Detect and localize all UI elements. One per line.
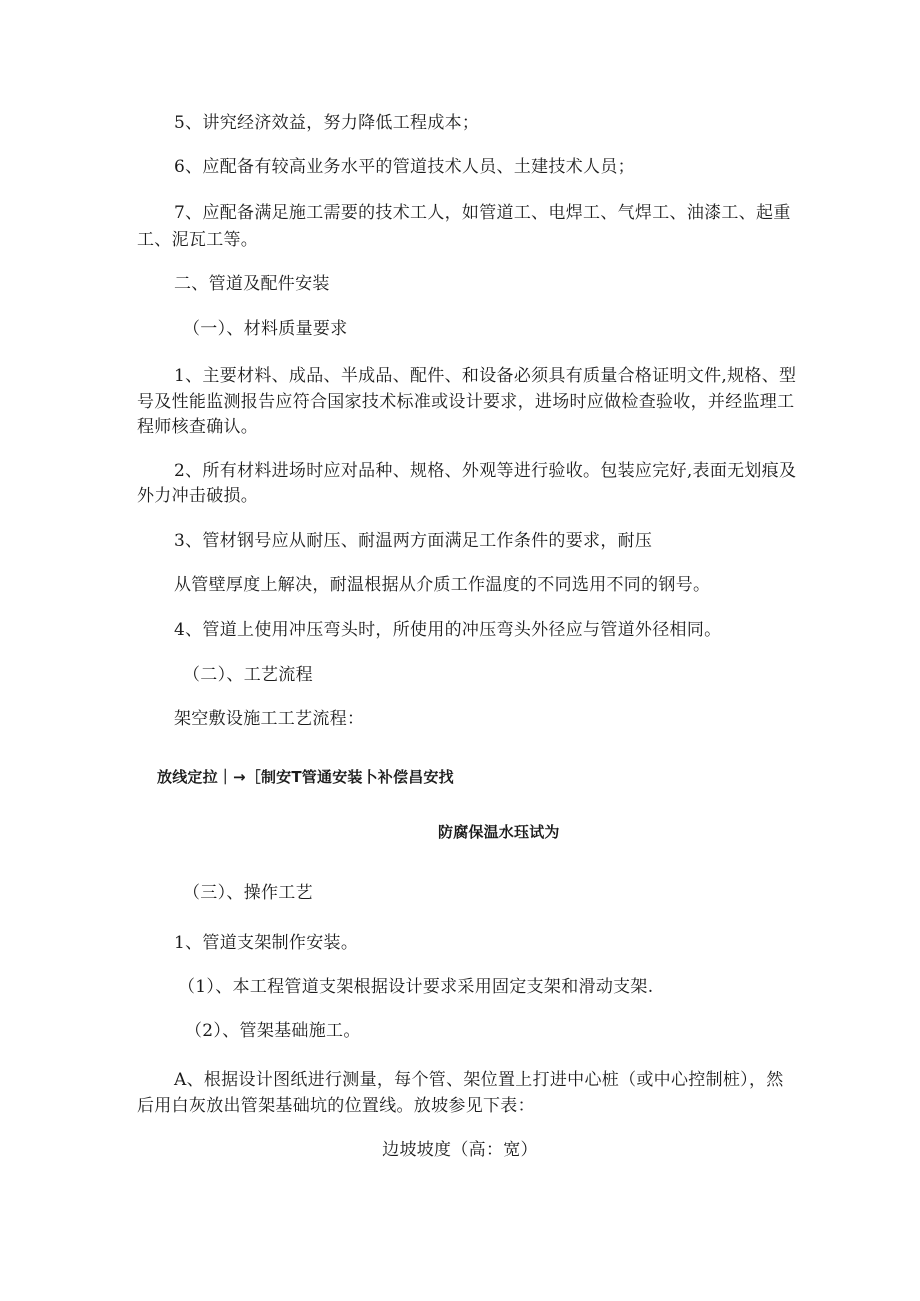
operation-item-1-1: （1）、本工程管道支架根据设计要求采用固定支架和滑动支架. bbox=[178, 977, 654, 997]
material-item-2-line2: 外力冲击破损。 bbox=[137, 486, 259, 506]
operation-item-1: 1、管道支架制作安装。 bbox=[174, 933, 359, 953]
paragraph-item-7-line2: 工、泥瓦工等。 bbox=[137, 230, 259, 250]
subsection-heading-material-quality: （一）、材料质量要求 bbox=[183, 319, 348, 339]
paragraph-item-6: 6、应配备有较高业务水平的管道技术人员、土建技术人员； bbox=[174, 157, 635, 177]
operation-item-A-line1: A、根据设计图纸进行测量，每个管、架位置上打进中心桩（或中心控制桩），然 bbox=[174, 1070, 784, 1090]
material-item-1-line1: 1、主要材料、成品、半成品、配件、和设备必须具有质量合格证明文件,规格、型 bbox=[174, 366, 797, 386]
table-caption: 边坡坡度（高：宽） bbox=[382, 1140, 538, 1160]
material-item-2-line1: 2、所有材料进场时应对品种、规格、外观等进行验收。包装应完好,表面无划痕及 bbox=[174, 461, 797, 481]
material-item-3-line1: 3、管材钢号应从耐压、耐温两方面满足工作条件的要求，耐压 bbox=[174, 531, 653, 551]
paragraph-item-5: 5、讲究经济效益，努力降低工程成本； bbox=[174, 113, 480, 133]
material-item-4: 4、管道上使用冲压弯头时，所使用的冲压弯头外径应与管道外径相同。 bbox=[174, 620, 722, 640]
process-flow-row-1: 放线定拉｜→［制安T管通安装卜补偿昌安找 bbox=[157, 768, 454, 786]
material-item-1-line2: 号及性能监测报告应符合国家技术标准或设计要求，进场时应做检查验收，并经监理工 bbox=[137, 392, 795, 412]
material-item-1-line3: 程师核查确认。 bbox=[137, 417, 259, 437]
subsection-heading-operation: （三）、操作工艺 bbox=[183, 883, 313, 903]
process-flow-row-2: 防腐保温水珏试为 bbox=[438, 823, 560, 841]
operation-item-A-line2: 后用白灰放出管架基础坑的位置线。放坡参见下表： bbox=[137, 1096, 535, 1116]
operation-item-1-2: （2）、管架基础施工。 bbox=[185, 1021, 361, 1041]
section-heading-pipe-installation: 二、管道及配件安装 bbox=[174, 274, 330, 294]
subsection-heading-process-flow: （二）、工艺流程 bbox=[183, 665, 313, 685]
process-flow-intro: 架空敷设施工工艺流程： bbox=[174, 709, 365, 729]
paragraph-item-7-line1: 7、应配备满足施工需要的技术工人，如管道工、电焊工、气焊工、油漆工、起重 bbox=[174, 203, 791, 223]
material-item-3-line2: 从管壁厚度上解决，耐温根据从介质工作温度的不同选用不同的钢号。 bbox=[174, 575, 711, 595]
